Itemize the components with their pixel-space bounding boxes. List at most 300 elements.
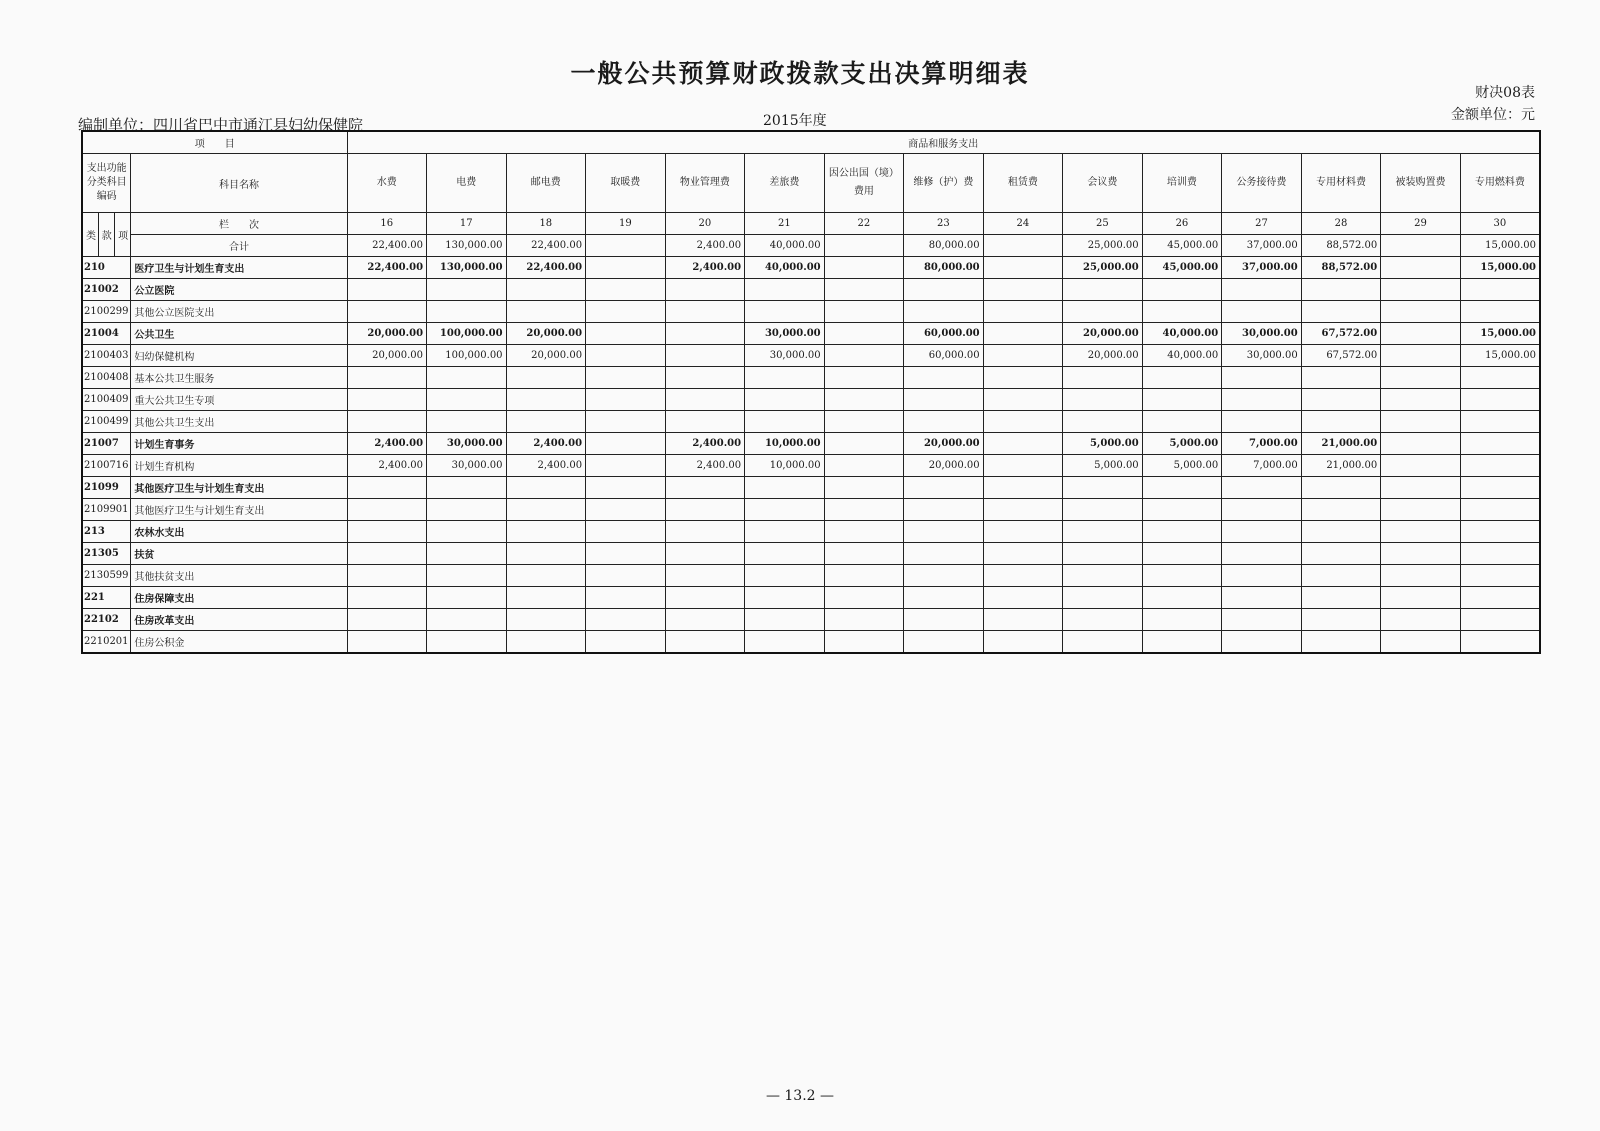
- row-value: [1301, 565, 1381, 587]
- row-value: 2,400.00: [347, 433, 427, 455]
- row-value: [347, 521, 427, 543]
- row-value: [1222, 301, 1302, 323]
- row-value: 25,000.00: [1063, 257, 1143, 279]
- total-cell: 80,000.00: [904, 235, 984, 257]
- header-row-2: [82, 154, 1540, 213]
- table-row: [82, 455, 1540, 477]
- header-xiang: 项: [115, 213, 131, 257]
- row-value: [1222, 565, 1302, 587]
- row-value: [1142, 279, 1222, 301]
- row-value: [1381, 477, 1461, 499]
- row-value: [1063, 411, 1143, 433]
- row-value: [1063, 543, 1143, 565]
- row-value: 67,572.00: [1301, 323, 1381, 345]
- row-value: [824, 455, 904, 477]
- table-row: [82, 257, 1540, 279]
- total-row: [82, 235, 1540, 257]
- row-value: [1381, 433, 1461, 455]
- row-value: [665, 521, 745, 543]
- row-value: [586, 367, 666, 389]
- row-code: 2100408: [82, 367, 131, 389]
- row-value: [1460, 433, 1540, 455]
- row-value: [506, 367, 586, 389]
- row-value: [347, 587, 427, 609]
- row-value: [665, 609, 745, 631]
- row-name: 其他扶贫支出: [131, 565, 347, 587]
- row-value: [427, 521, 507, 543]
- row-value: [1381, 631, 1461, 654]
- row-value: [1301, 389, 1381, 411]
- row-value: [665, 389, 745, 411]
- row-value: [1460, 499, 1540, 521]
- row-value: [665, 279, 745, 301]
- row-value: [347, 477, 427, 499]
- column-number: 28: [1301, 213, 1381, 235]
- row-value: [665, 631, 745, 654]
- column-header: 会议费: [1063, 154, 1143, 213]
- table-row: [82, 345, 1540, 367]
- header-row-1: [82, 131, 1540, 154]
- row-value: [1063, 609, 1143, 631]
- row-value: [983, 609, 1063, 631]
- column-header: 培训费: [1142, 154, 1222, 213]
- column-number: 26: [1142, 213, 1222, 235]
- row-value: 20,000.00: [1063, 345, 1143, 367]
- row-code: 221: [82, 587, 131, 609]
- row-value: [1301, 477, 1381, 499]
- row-value: [665, 587, 745, 609]
- row-value: 20,000.00: [904, 433, 984, 455]
- row-value: [1460, 367, 1540, 389]
- row-value: [427, 565, 507, 587]
- row-value: 45,000.00: [1142, 257, 1222, 279]
- row-name: 扶贫: [131, 543, 347, 565]
- row-value: 7,000.00: [1222, 433, 1302, 455]
- row-name: 其他公共卫生支出: [131, 411, 347, 433]
- total-cell: 25,000.00: [1063, 235, 1143, 257]
- column-header: 租赁费: [983, 154, 1063, 213]
- row-value: 20,000.00: [347, 345, 427, 367]
- row-value: [1222, 521, 1302, 543]
- row-value: [904, 389, 984, 411]
- row-value: [1381, 499, 1461, 521]
- row-value: [427, 609, 507, 631]
- row-value: 60,000.00: [904, 323, 984, 345]
- row-value: [745, 565, 825, 587]
- row-value: [586, 565, 666, 587]
- row-code: 2109901: [82, 499, 131, 521]
- total-cell: 2,400.00: [665, 235, 745, 257]
- row-name: 公立医院: [131, 279, 347, 301]
- header-row-3: [82, 213, 1540, 235]
- row-name: 妇幼保健机构: [131, 345, 347, 367]
- row-value: [347, 389, 427, 411]
- row-value: 60,000.00: [904, 345, 984, 367]
- column-number: 22: [824, 213, 904, 235]
- row-value: [983, 301, 1063, 323]
- row-code: 2100499: [82, 411, 131, 433]
- total-cell: [824, 235, 904, 257]
- row-value: [1381, 367, 1461, 389]
- row-value: [1142, 389, 1222, 411]
- row-value: [1381, 323, 1461, 345]
- row-value: [1460, 411, 1540, 433]
- row-value: [665, 565, 745, 587]
- row-value: [586, 257, 666, 279]
- table-row: [82, 565, 1540, 587]
- column-number: 17: [427, 213, 507, 235]
- column-header: 电费: [427, 154, 507, 213]
- table-row: [82, 279, 1540, 301]
- column-number: 29: [1381, 213, 1461, 235]
- row-value: [427, 301, 507, 323]
- row-value: 20,000.00: [506, 345, 586, 367]
- row-value: [1142, 301, 1222, 323]
- row-value: [745, 477, 825, 499]
- row-value: [983, 257, 1063, 279]
- row-value: [506, 521, 586, 543]
- row-value: [586, 389, 666, 411]
- row-value: [983, 389, 1063, 411]
- row-name: 住房保障支出: [131, 587, 347, 609]
- row-value: [1460, 521, 1540, 543]
- row-value: [1222, 609, 1302, 631]
- row-value: 5,000.00: [1063, 455, 1143, 477]
- column-header: 因公出国（境）费用: [824, 154, 904, 213]
- row-value: [427, 499, 507, 521]
- row-value: [1381, 565, 1461, 587]
- row-value: [586, 477, 666, 499]
- row-code: 21007: [82, 433, 131, 455]
- row-value: [824, 433, 904, 455]
- table-row: [82, 587, 1540, 609]
- row-value: [1063, 587, 1143, 609]
- row-value: [1460, 587, 1540, 609]
- row-value: [347, 499, 427, 521]
- row-value: [904, 543, 984, 565]
- header-item: 项 目: [82, 131, 347, 154]
- row-value: [745, 543, 825, 565]
- column-number: 19: [586, 213, 666, 235]
- column-header: 差旅费: [745, 154, 825, 213]
- row-value: [1222, 499, 1302, 521]
- row-value: [1063, 565, 1143, 587]
- row-value: 40,000.00: [745, 257, 825, 279]
- compiling-unit: 编制单位：四川省巴中市通江县妇幼保健院: [78, 116, 364, 134]
- row-value: [1301, 499, 1381, 521]
- table-row: [82, 543, 1540, 565]
- row-code: 21305: [82, 543, 131, 565]
- row-value: [1222, 389, 1302, 411]
- row-value: [665, 543, 745, 565]
- table-row: [82, 631, 1540, 654]
- row-value: 130,000.00: [427, 257, 507, 279]
- column-header: 专用燃料费: [1460, 154, 1540, 213]
- row-value: [586, 455, 666, 477]
- row-name: 住房改革支出: [131, 609, 347, 631]
- row-value: [506, 609, 586, 631]
- table-row: [82, 521, 1540, 543]
- row-value: [1301, 279, 1381, 301]
- total-cell: [1381, 235, 1461, 257]
- column-header: 物业管理费: [665, 154, 745, 213]
- row-value: [983, 279, 1063, 301]
- table-row: [82, 609, 1540, 631]
- row-value: [824, 345, 904, 367]
- row-value: [1381, 279, 1461, 301]
- row-value: 22,400.00: [347, 257, 427, 279]
- row-code: 2100403: [82, 345, 131, 367]
- row-value: [1063, 631, 1143, 654]
- row-value: [904, 499, 984, 521]
- row-name: 其他医疗卫生与计划生育支出: [131, 499, 347, 521]
- form-number: 财决08表: [1475, 85, 1535, 101]
- row-value: 2,400.00: [506, 455, 586, 477]
- row-value: 100,000.00: [427, 323, 507, 345]
- row-value: 40,000.00: [1142, 345, 1222, 367]
- row-value: [1460, 477, 1540, 499]
- total-cell: 40,000.00: [745, 235, 825, 257]
- row-value: [983, 631, 1063, 654]
- row-value: [1381, 521, 1461, 543]
- row-value: [427, 477, 507, 499]
- row-value: [904, 411, 984, 433]
- row-value: [983, 477, 1063, 499]
- row-value: [1381, 455, 1461, 477]
- row-value: [904, 477, 984, 499]
- column-header: 邮电费: [506, 154, 586, 213]
- header-code-label: 支出功能分类科目编码: [82, 154, 131, 213]
- total-label: 合计: [131, 235, 347, 257]
- column-header: 被装购置费: [1381, 154, 1461, 213]
- row-value: 21,000.00: [1301, 455, 1381, 477]
- row-value: 30,000.00: [1222, 345, 1302, 367]
- row-value: 15,000.00: [1460, 323, 1540, 345]
- row-value: [983, 565, 1063, 587]
- row-value: [1142, 565, 1222, 587]
- row-value: [586, 301, 666, 323]
- row-value: [745, 411, 825, 433]
- row-value: [665, 367, 745, 389]
- row-value: [347, 411, 427, 433]
- row-value: [824, 279, 904, 301]
- column-number: 18: [506, 213, 586, 235]
- row-value: [1460, 279, 1540, 301]
- row-value: [665, 499, 745, 521]
- row-value: [665, 477, 745, 499]
- row-code: 2100299: [82, 301, 131, 323]
- row-value: 20,000.00: [904, 455, 984, 477]
- row-value: 37,000.00: [1222, 257, 1302, 279]
- column-number: 24: [983, 213, 1063, 235]
- row-value: [1301, 367, 1381, 389]
- row-value: [904, 301, 984, 323]
- row-value: [1301, 587, 1381, 609]
- row-value: [824, 301, 904, 323]
- row-value: [824, 609, 904, 631]
- table-row: [82, 499, 1540, 521]
- row-value: [1381, 389, 1461, 411]
- total-cell: 88,572.00: [1301, 235, 1381, 257]
- row-name: 计划生育机构: [131, 455, 347, 477]
- total-cell: 22,400.00: [347, 235, 427, 257]
- row-value: 20,000.00: [347, 323, 427, 345]
- column-header: 公务接待费: [1222, 154, 1302, 213]
- row-value: [824, 389, 904, 411]
- row-value: [665, 411, 745, 433]
- row-value: [1301, 631, 1381, 654]
- row-value: 2,400.00: [665, 257, 745, 279]
- row-value: [745, 389, 825, 411]
- row-value: [1063, 389, 1143, 411]
- row-value: [1381, 257, 1461, 279]
- row-value: 10,000.00: [745, 433, 825, 455]
- row-value: 67,572.00: [1301, 345, 1381, 367]
- row-value: [665, 345, 745, 367]
- row-name: 基本公共卫生服务: [131, 367, 347, 389]
- row-value: [1301, 521, 1381, 543]
- row-value: [1142, 367, 1222, 389]
- row-value: [1063, 367, 1143, 389]
- row-value: [427, 543, 507, 565]
- row-value: [506, 389, 586, 411]
- row-code: 2100716: [82, 455, 131, 477]
- row-value: [506, 279, 586, 301]
- row-value: [1142, 521, 1222, 543]
- row-code: 22102: [82, 609, 131, 631]
- row-value: [1222, 631, 1302, 654]
- row-value: 20,000.00: [506, 323, 586, 345]
- expenditure-table: [81, 130, 1541, 654]
- row-name: 公共卫生: [131, 323, 347, 345]
- row-value: 30,000.00: [427, 455, 507, 477]
- page-number: — 13.2 —: [765, 1088, 835, 1104]
- row-value: [824, 543, 904, 565]
- row-value: 10,000.00: [745, 455, 825, 477]
- row-value: [824, 499, 904, 521]
- column-header: 专用材料费: [1301, 154, 1381, 213]
- row-value: [506, 543, 586, 565]
- row-value: [904, 631, 984, 654]
- row-value: [586, 543, 666, 565]
- row-code: 2210201: [82, 631, 131, 654]
- row-value: [506, 301, 586, 323]
- row-value: [1142, 609, 1222, 631]
- row-value: [1460, 609, 1540, 631]
- row-value: [1063, 279, 1143, 301]
- row-value: [427, 411, 507, 433]
- row-value: [347, 279, 427, 301]
- row-value: [1142, 631, 1222, 654]
- row-value: [506, 411, 586, 433]
- row-value: [347, 543, 427, 565]
- row-value: [586, 345, 666, 367]
- row-value: [427, 279, 507, 301]
- total-cell: 37,000.00: [1222, 235, 1302, 257]
- header-kuan: 款: [98, 213, 114, 257]
- row-value: [904, 521, 984, 543]
- row-value: [586, 323, 666, 345]
- total-cell: 45,000.00: [1142, 235, 1222, 257]
- row-value: 21,000.00: [1301, 433, 1381, 455]
- row-value: [1142, 477, 1222, 499]
- table-row: [82, 477, 1540, 499]
- row-value: [904, 367, 984, 389]
- row-name: 其他公立医院支出: [131, 301, 347, 323]
- row-value: [824, 565, 904, 587]
- row-code: 210: [82, 257, 131, 279]
- row-value: 2,400.00: [665, 433, 745, 455]
- row-value: [1381, 587, 1461, 609]
- total-cell: 22,400.00: [506, 235, 586, 257]
- row-value: [745, 587, 825, 609]
- row-value: [347, 565, 427, 587]
- row-name: 其他医疗卫生与计划生育支出: [131, 477, 347, 499]
- row-value: 15,000.00: [1460, 257, 1540, 279]
- row-value: [1460, 389, 1540, 411]
- row-value: [427, 587, 507, 609]
- row-value: [1063, 477, 1143, 499]
- column-number: 16: [347, 213, 427, 235]
- row-value: [1063, 521, 1143, 543]
- row-code: 2130599: [82, 565, 131, 587]
- total-cell: [586, 235, 666, 257]
- row-value: [904, 609, 984, 631]
- row-value: 15,000.00: [1460, 345, 1540, 367]
- row-value: [347, 367, 427, 389]
- row-value: [983, 499, 1063, 521]
- row-value: 2,400.00: [347, 455, 427, 477]
- row-value: [506, 477, 586, 499]
- row-name: 医疗卫生与计划生育支出: [131, 257, 347, 279]
- row-name: 农林水支出: [131, 521, 347, 543]
- row-value: [824, 521, 904, 543]
- row-value: [1460, 301, 1540, 323]
- row-value: [1222, 543, 1302, 565]
- row-name: 住房公积金: [131, 631, 347, 654]
- row-value: 30,000.00: [745, 345, 825, 367]
- row-value: [506, 631, 586, 654]
- row-value: [983, 367, 1063, 389]
- row-value: [1460, 455, 1540, 477]
- row-value: 5,000.00: [1142, 455, 1222, 477]
- row-value: [427, 631, 507, 654]
- column-header: 维修（护）费: [904, 154, 984, 213]
- row-value: [1222, 279, 1302, 301]
- amount-unit: 金额单位：元: [1451, 107, 1535, 123]
- row-value: [1381, 543, 1461, 565]
- row-value: [824, 411, 904, 433]
- table-row: [82, 411, 1540, 433]
- row-value: [745, 367, 825, 389]
- row-value: [824, 587, 904, 609]
- row-value: 7,000.00: [1222, 455, 1302, 477]
- row-value: [347, 631, 427, 654]
- row-value: [1142, 411, 1222, 433]
- row-value: 30,000.00: [745, 323, 825, 345]
- row-value: [983, 521, 1063, 543]
- row-value: 30,000.00: [427, 433, 507, 455]
- row-value: [586, 499, 666, 521]
- total-cell: 130,000.00: [427, 235, 507, 257]
- row-value: [745, 499, 825, 521]
- row-value: [1381, 609, 1461, 631]
- row-value: [745, 521, 825, 543]
- row-value: [427, 389, 507, 411]
- row-name: 重大公共卫生专项: [131, 389, 347, 411]
- row-value: [1222, 411, 1302, 433]
- row-value: 40,000.00: [1142, 323, 1222, 345]
